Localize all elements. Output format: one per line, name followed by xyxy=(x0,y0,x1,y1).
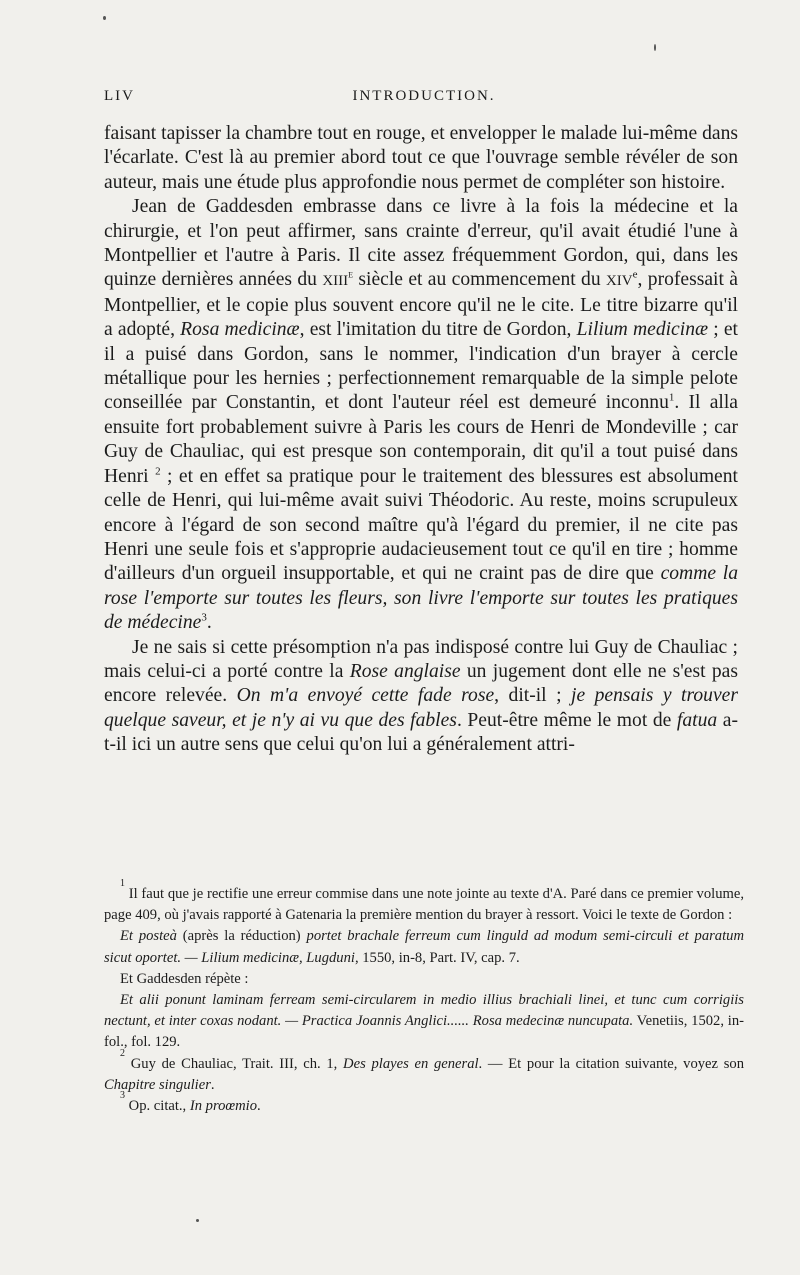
roman-numeral: XIVe xyxy=(605,268,638,290)
main-text xyxy=(104,122,738,758)
text-run: ; et il a puisé dans Gordon, sans le nommer, l'indication d'un brayer à cercle métallique pour les hernies ; perfectionnement remarquable de la simple pelote conseillée par Constantin, et dont l'auteur réel est demeuré inconnu xyxy=(104,319,739,414)
text-run: , professait à Montpellier, et le copie plus souvent encore qu'il ne le cite. Le titre bizarre qu'il a adopté, xyxy=(104,269,738,341)
footnote-number: 2 xyxy=(120,1047,125,1059)
paragraph-1: faisant tapisser la chambre tout en rouge, et envelopper le malade lui-même dans l'écarlate. C'est là au premier abord tout ce que l'ouvrage semble révéler de son auteur, mais une étude plus approfondie nous permet de compléter son histoire. xyxy=(104,123,738,193)
footnote-ref[interactable]: 3 xyxy=(201,611,207,624)
book-title: Des playes en general xyxy=(343,1055,479,1072)
footnote-quote: Et posteà (après la réduction) portet brachale ferreum cum linguld ad modum semi-circuli et paratum sicut oportet. — Lilium medicinæ, Lugduni, 1550, in-8, Part. IV, cap. 7. xyxy=(104,928,744,966)
footnote-ref[interactable]: 2 xyxy=(155,465,161,478)
paragraph-3 xyxy=(104,636,738,758)
footnote-text: Il faut que je rectifie une erreur commise dans une note jointe au texte d'A. Paré dans ce premier volume, page 409, où j'avais rapporté à Gatenaria la première mention du brayer à ressort. Voici le texte de Gordon : xyxy=(104,886,744,924)
book-title: Rosa medicinæ xyxy=(180,319,300,341)
text-run: , dit-il ; xyxy=(494,685,572,707)
footnote-text: Et Gaddesden répète : xyxy=(120,970,249,987)
quotation: On m'a envoyé cette fade rose xyxy=(236,685,495,707)
book-title: In proœmio xyxy=(189,1098,258,1115)
footnote-ref[interactable]: 1 xyxy=(668,391,675,404)
footnote-3: $^3$ Op. citat., In proœmio. xyxy=(120,1090,261,1115)
ink-speck xyxy=(654,44,656,51)
text-run: . xyxy=(206,612,212,634)
roman-numeral: XIIIe xyxy=(322,268,354,290)
text-run: Jean de Gaddesden embrasse dans ce livre à la fois la médecine et la chirurgie, et l'on peut affirmer, sans crainte d'erreur, qu'il avait étudié l'une à Montpellier et l'autre à Paris. Il cite assez fréquemment Gordon, qui, dans les quinze dernières années du xyxy=(104,196,738,291)
quotation: je pensais y trouver quelque saveur, et je n'y ai vu que des fables xyxy=(104,685,738,731)
footnote-2: $^2$ Guy de Chauliac, Trait. III, ch. 1, Des playes en general. — Et pour la citation suivante, voyez son Chapitre singulier. xyxy=(104,1047,744,1093)
quotation: comme la rose l'emporte sur toutes les fleurs, son livre l'emporte sur toutes les pratiques de médecine xyxy=(104,563,738,634)
footnote-number: 1 xyxy=(120,878,125,889)
book-title: Chapitre singulier xyxy=(104,1076,211,1093)
paragraph-2 xyxy=(104,195,738,635)
book-title: Lilium medicinæ xyxy=(576,319,709,341)
footnote-number: 3 xyxy=(120,1090,125,1102)
footnotes xyxy=(104,878,744,1117)
text-run: Je ne sais si cette présomption n'a pas indisposé contre lui Guy de Chauliac ; mais celui-ci a porté contre la xyxy=(104,636,738,682)
book-title: Rose anglaise xyxy=(349,660,461,682)
text-run: ; et en effet sa pratique pour le traitement des blessures est absolument celle de Henri, qui lui-même avait suivi Théodoric. Au reste, moins scrupuleux encore à l'égard de son second maître qu'à l'égard du premier, il ne cite pas Henri une seule fois et s'approprie audacieusement tout ce qu'il en tire ; homme d'ailleurs d'un orgueil insupportable, et qui ne craint pas de dire que xyxy=(104,465,738,585)
ink-speck xyxy=(196,1219,199,1222)
footnote-quote: Et alii ponunt laminam ferream semi-circularem in medio illius brachiali linei, et tunc cum corrigiis nectunt, et inter coxas nodant. — Practica Joannis Anglici...... Rosa medecinæ nuncupata. Venetiis, 1502, in-fol., fol. 129. xyxy=(104,992,744,1051)
footnote-1 xyxy=(104,878,744,926)
running-head: INTRODUCTION. xyxy=(352,88,496,104)
text-run: . Peut-être même le mot de xyxy=(456,709,677,731)
text-run: a-t-il ici un autre sens que celui qu'on lui a généralement attri- xyxy=(104,709,738,756)
page-number: LIV xyxy=(104,88,135,104)
text-run: . Il alla ensuite fort probablement suivre à Paris les cours de Henri de Mondeville ; car Guy de Chauliac, qui est presque son contemporain, dit qu'il a tout puisé dans Henri xyxy=(104,392,738,487)
text-run: , est l'imitation du titre de Gordon, xyxy=(299,319,577,341)
latin-word: fatua xyxy=(676,709,718,731)
text-run: siècle et au commencement du xyxy=(353,269,606,291)
ink-speck xyxy=(103,16,106,20)
page-header xyxy=(104,88,744,114)
text-run: un jugement dont elle ne s'est pas encore relevée. xyxy=(104,660,738,707)
